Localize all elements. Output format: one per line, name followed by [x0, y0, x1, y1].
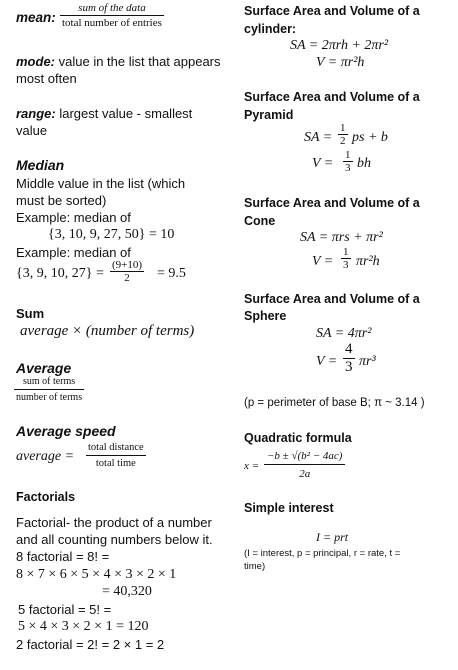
cone-v-num: 1 — [343, 246, 349, 258]
median-heading: Median — [16, 157, 65, 173]
pyramid-heading-1: Surface Area and Volume of a — [244, 90, 420, 104]
sphere-v-num: 4 — [345, 341, 353, 357]
mean-denominator: total number of entries — [62, 17, 162, 29]
quadratic-numerator: −b ± √(b² − 4ac) — [264, 450, 345, 465]
median-fraction — [110, 259, 144, 284]
sphere-sa: SA = 4πr² — [316, 326, 372, 341]
average-speed-heading: Average speed — [16, 423, 116, 439]
sum-heading: Sum — [16, 306, 45, 321]
sum-formula: average × (number of terms) — [20, 323, 195, 339]
pyramid-v-den: 3 — [345, 162, 351, 174]
pyramid-sa-fraction — [338, 122, 348, 147]
median-line-3: Example: median of — [16, 210, 131, 225]
cylinder-sa: SA = 2πrh + 2πr² — [290, 38, 389, 53]
pyramid-v-lhs: V = — [312, 156, 334, 171]
sphere-heading-1: Surface Area and Volume of a — [244, 292, 420, 306]
median-set-1: {3, 10, 9, 27, 50} = 10 — [48, 227, 175, 242]
cone-v-rhs: πr²h — [356, 254, 380, 269]
factorials-line-4: 8 × 7 × 6 × 5 × 4 × 3 × 2 × 1 — [16, 567, 177, 582]
sphere-v-lhs: V = — [316, 354, 338, 369]
mean-numerator: sum of the data — [60, 2, 164, 16]
quadratic-denominator: 2a — [299, 468, 311, 480]
cylinder-volume: V = πr²h — [316, 55, 365, 70]
cone-v-lhs: V = — [312, 254, 334, 269]
pyramid-v-rhs: bh — [357, 156, 371, 171]
factorials-line-2: and all counting numbers below it. — [16, 532, 213, 547]
sphere-v-den: 3 — [345, 359, 353, 375]
pyramid-sa-rhs: ps + b — [352, 130, 388, 145]
mean-label: mean: — [16, 10, 56, 25]
cone-heading-1: Surface Area and Volume of a — [244, 196, 420, 210]
sphere-v-fraction — [343, 341, 355, 376]
cone-v-fraction — [341, 246, 351, 271]
mode-label: mode: — [16, 54, 55, 69]
factorials-line-3: 8 factorial = 8! = — [16, 549, 110, 564]
factorials-line-1: Factorial- the product of a number — [16, 515, 212, 530]
median-frac-den: 2 — [124, 272, 130, 284]
quadratic-lhs: x = — [244, 460, 260, 472]
pyramid-sa-num: 1 — [340, 122, 346, 134]
pyramid-v-num: 1 — [345, 149, 351, 161]
average-denominator: number of terms — [16, 392, 83, 403]
quadratic-heading: Quadratic formula — [244, 431, 352, 445]
average-speed-fraction — [86, 442, 146, 469]
median-result: = 9.5 — [157, 266, 186, 281]
cone-sa: SA = πrs + πr² — [300, 230, 383, 245]
cylinder-heading-1: Surface Area and Volume of a — [244, 4, 420, 18]
perimeter-note: (p = perimeter of base B; π ~ 3.14 ) — [244, 397, 425, 409]
range-text-1: largest value - smallest — [59, 106, 193, 121]
average-heading: Average — [16, 360, 72, 376]
pyramid-sa-den: 2 — [340, 135, 346, 147]
simple-interest-heading: Simple interest — [244, 501, 334, 515]
simple-interest-formula: I = prt — [316, 530, 349, 544]
range-label: range: — [16, 106, 56, 121]
average-speed-lhs: average = — [16, 449, 75, 464]
simple-interest-note-1: (I = interest, p = principal, r = rate, t = — [244, 548, 401, 559]
average-numerator: sum of terms — [14, 376, 84, 390]
median-line-1: Middle value in the list (which — [16, 176, 186, 191]
median-line-4: Example: median of — [16, 245, 131, 260]
sphere-heading-2: Sphere — [244, 309, 287, 323]
cone-v-den: 3 — [343, 259, 349, 271]
pyramid-sa-lhs: SA = — [304, 130, 333, 145]
average-speed-denominator: total time — [95, 458, 136, 469]
factorials-line-6: 5 factorial = 5! = — [18, 602, 112, 617]
factorials-line-5: = 40,320 — [102, 584, 152, 599]
factorials-line-7: 5 × 4 × 3 × 2 × 1 = 120 — [18, 619, 149, 634]
cylinder-heading-2: cylinder: — [244, 22, 297, 36]
pyramid-heading-2: Pyramid — [244, 108, 294, 122]
mode-text-2: most often — [16, 71, 77, 86]
simple-interest-note-2: time) — [244, 561, 266, 572]
range-text-2: value — [16, 123, 48, 138]
mode-text-1: value in the list that appears — [58, 54, 221, 69]
median-line-2: must be sorted) — [16, 193, 107, 208]
quadratic-fraction — [264, 450, 345, 480]
average-speed-numerator: total distance — [86, 442, 146, 456]
median-frac-num: (9+10) — [112, 259, 143, 271]
median-set-2: {3, 9, 10, 27} = — [16, 266, 104, 281]
average-fraction — [14, 376, 84, 403]
pyramid-v-fraction — [343, 149, 353, 174]
mean-fraction — [60, 2, 164, 29]
factorials-line-8: 2 factorial = 2! = 2 × 1 = 2 — [16, 637, 165, 652]
factorials-heading: Factorials — [16, 490, 76, 504]
sphere-v-rhs: πr³ — [359, 354, 376, 369]
cone-heading-2: Cone — [244, 214, 276, 228]
